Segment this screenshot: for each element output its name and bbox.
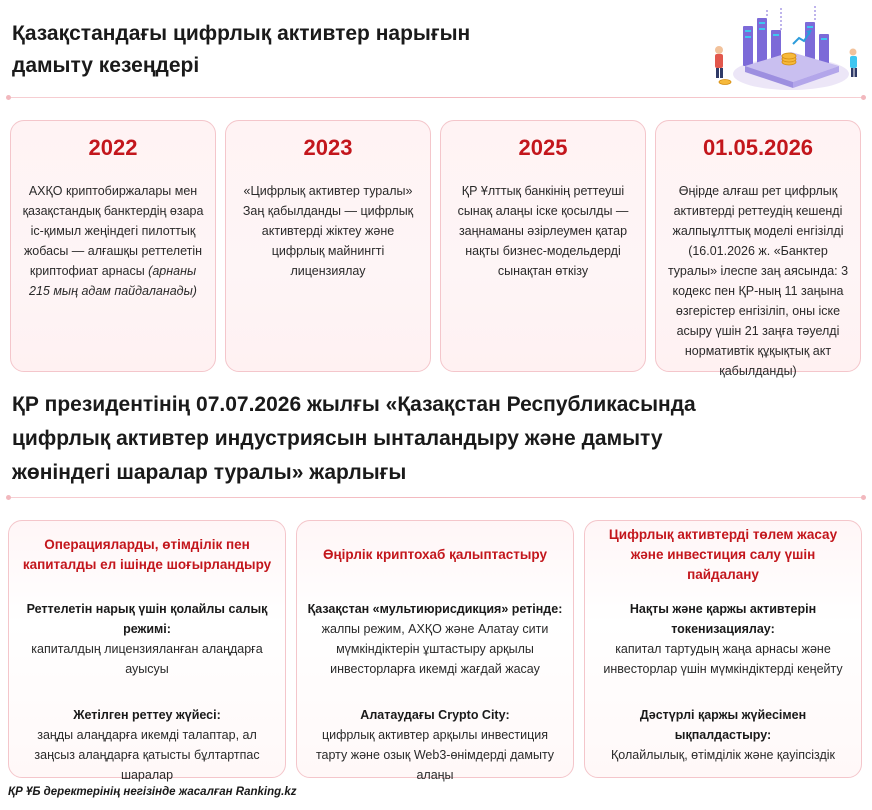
pillar-item [595, 599, 851, 679]
pillar-item-body: Қолайлылық, өтімділік және қауіпсіздік [610, 748, 836, 762]
timeline-text: АХҚО криптобиржалары мен қазақстандық банктердің өзара іс-қимыл жеңіндегі пилоттық жобасы — алғашқы реттелетін криптофиат арнасы [22, 184, 204, 278]
pillar-item-body: цифрлық активтер арқылы инвестиция тарту және озық Web3-өнімдерді дамыту алаңы [315, 728, 555, 782]
pillar-item [19, 705, 275, 785]
timeline-description [21, 181, 205, 301]
pillar-item-body: капиталдың лицензияланған алаңдарға ауысуы [31, 642, 263, 676]
timeline-card-2025 [440, 120, 646, 372]
decree-title [12, 388, 862, 490]
pillar-item [19, 599, 275, 679]
timeline-description [236, 181, 420, 281]
pillar-item-body: капитал тартудың жаңа арнасы және инвесторлар үшін мүмкіндіктерді кеңейту [603, 642, 843, 676]
timeline-card-2026 [655, 120, 861, 378]
decree-line-2: цифрлық активтер индустриясын ынталандыру және дамыту [12, 427, 663, 450]
pillar-item [307, 705, 563, 785]
pillar-item [595, 705, 851, 765]
pillar-item-head: Жетілген реттеу жүйесі: [73, 708, 221, 722]
pillar-item-body: заңды алаңдарға икемді талаптар, ал заңсыз алаңдарға қатысты бұлтартпас шаралар [34, 728, 260, 782]
pillar-card-payments [584, 520, 862, 778]
timeline-description [451, 181, 635, 281]
pillar-item-head: Алатаудағы Crypto City: [360, 708, 510, 722]
title-line-2: дамыту кезеңдері [12, 54, 200, 77]
timeline-description [666, 181, 850, 381]
timeline-card-2022 [10, 120, 216, 372]
pillar-item-head: Нақты және қаржы активтерін токенизациялау: [629, 602, 817, 636]
timeline-text: ҚР Ұлттық банкінің реттеуші сынақ алаңы іске қосылды — заңнаманы әзірлеумен қатар нақты бизнес-модельдерді сынақтан өткізу [457, 184, 629, 278]
top-divider [8, 97, 864, 98]
page-title [12, 18, 612, 82]
pillar-card-crypto-hub [296, 520, 574, 782]
timeline-year: 2023 [303, 135, 353, 160]
pillar-item-head: Реттелетін нарық үшін қолайлы салық режимі: [26, 602, 268, 636]
timeline-year: 2025 [518, 135, 568, 160]
decree-line-3: жөніндегі шаралар туралы» жарлығы [12, 461, 407, 484]
pillar-item-head: Қазақстан «мультиюрисдикция» ретінде: [307, 602, 563, 616]
pillar-title: Өңірлік криптохаб қалыптастыру [323, 547, 547, 562]
timeline-text: «Цифрлық активтер туралы» Заң қабылданды — цифрлық активтерді жіктеу және цифрлық майнингті лицензиялау [242, 184, 414, 278]
title-line-1: Қазақстандағы цифрлық активтер нарығын [12, 22, 471, 45]
crypto-data-center-illustration [705, 4, 865, 96]
timeline-year: 01.05.2026 [702, 135, 814, 160]
pillar-item [307, 599, 563, 679]
timeline-note: (арнаны 215 мың адам пайдаланады) [29, 264, 197, 298]
timeline-card-2023 [225, 120, 431, 372]
source-footer: ҚР ҰБ деректерінің негізінде жасалған Ranking.kz [8, 786, 297, 798]
pillar-title: Операцияларды, өтімділік пен капиталды ел ішінде шоғырландыру [22, 537, 272, 572]
pillar-item-body: жалпы режим, АХҚО және Алатау сити мүмкіндіктерін ұштастыру арқылы инвесторларға икемді жағдай жасау [321, 622, 549, 676]
pillar-title: Цифрлық активтерді төлем жасау және инвестиция салу үшін пайдалану [608, 527, 838, 582]
timeline-year: 2022 [88, 135, 138, 160]
pillar-item-head: Дәстүрлі қаржы жүйесімен ықпалдастыру: [639, 708, 807, 742]
middle-divider [8, 497, 864, 498]
timeline-text: Өңірде алғаш рет цифрлық активтерді реттеудің кешенді жалпыұлттық моделі енгізілді (16.01.2026 ж. «Банктер туралы» ілеспе заң аясында: 3 кодекс пен ҚР-ның 11 заңына өзгерістер енгізіліп, оны іске асыру үшін 21 заңға тәуелді нормативтік құқықтық акт қабылданды) [667, 184, 849, 378]
pillar-card-concentration [8, 520, 286, 782]
decree-line-1: ҚР президентінің 07.07.2026 жылғы «Қазақстан Республикасында [12, 393, 696, 416]
